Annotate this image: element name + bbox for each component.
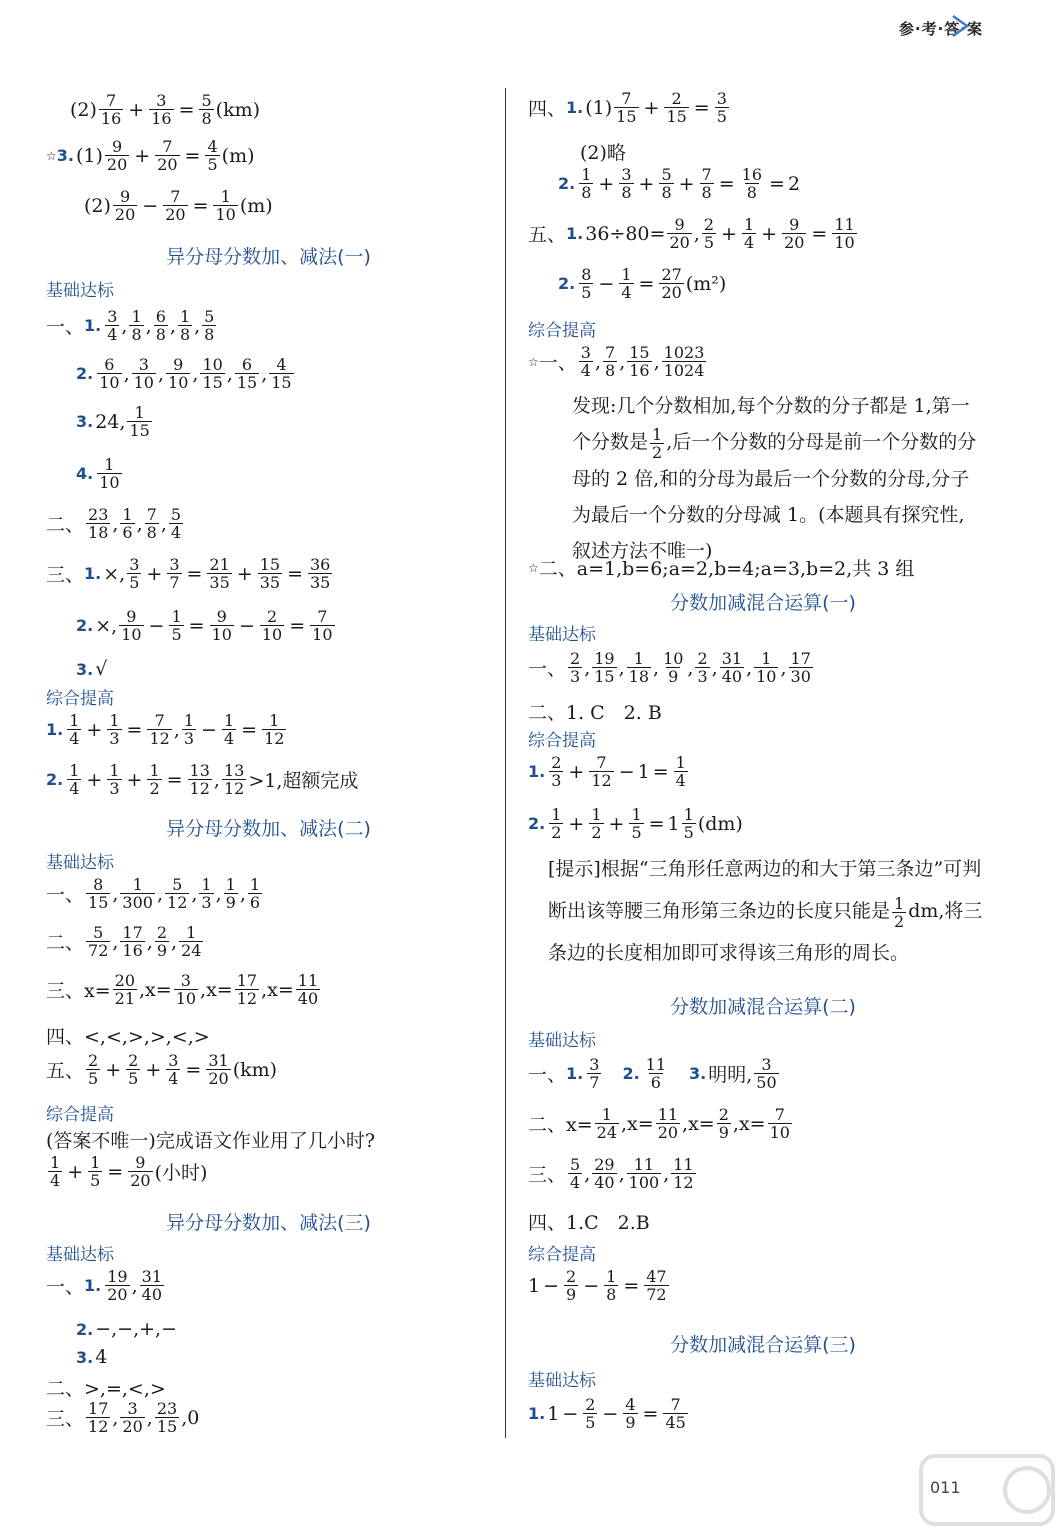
section-label: 基础达标 [46, 1245, 114, 1265]
watermark-logo-icon [917, 1450, 1057, 1530]
section-label: 综合提高 [46, 689, 114, 709]
answer-line: 五、 1. 36÷80= $\frac{9}{20}$ , $\frac{2}{5}$ + $\frac{1}{4}$ + $\frac{9}{20}$ = $\frac{11}{10}$ [528, 215, 855, 252]
answer-line: 2. $\frac{1}{4}$ + $\frac{1}{3}$ + $\frac{1}{2}$ = $\frac{13}{12}$ , $\frac{13}{12}$ >1,超额完成 [46, 761, 359, 798]
answer-line: (2) $\frac{7}{16}$ + $\frac{3}{16}$ = $\frac{5}{8}$ (km) [70, 91, 261, 128]
answer-line: 二、1. C 2. B [528, 702, 662, 724]
answer-line: (答案不唯一)完成语文作业用了几小时? [46, 1130, 376, 1152]
answer-text: dm,将三条边的长度相加即可求得该三角形的周长。 [548, 900, 983, 964]
answer-line: 二、>,=,<,> [46, 1378, 166, 1400]
answer-line: ☆ 二、a=1,b=6;a=2,b=4;a=3,b=2,共 3 组 [528, 554, 914, 581]
unit: (m²) [685, 272, 727, 295]
answer-line: 一、 1. $\frac{19}{20}$ , $\frac{31}{40}$ [46, 1267, 162, 1304]
answer-line: 2. ×, $\frac{9}{10}$ − $\frac{1}{5}$ = $\frac{9}{10}$ − $\frac{2}{10}$ = $\frac{7}{10}$ [76, 607, 333, 644]
answer-line: 五、 $\frac{2}{5}$ + $\frac{2}{5}$ + $\frac{3}{4}$ = $\frac{31}{20}$ (km) [46, 1051, 278, 1088]
section-label: 综合提高 [46, 1105, 114, 1125]
answer-line: ☆ 一、 $\frac{3}{4}$ , $\frac{7}{8}$ , $\frac{15}{16}$ , $\frac{1023}{1024}$ [528, 343, 705, 380]
answer-line: (2) $\frac{9}{20}$ − $\frac{7}{20}$ = $\frac{1}{10}$ (m) [84, 187, 273, 224]
answer-paragraph: [提示]根据“三角形任意两边的和大于第三条边”可判断出该等腰三角形第三条边的长度只能是 $\frac{1}{2}$ dm,将三条边的长度相加即可求得该三角形的周长。 [548, 858, 983, 964]
section-label: 综合提高 [528, 1245, 596, 1265]
answer-line: 二、 $\frac{5}{72}$ , $\frac{17}{16}$ , $\frac{2}{9}$ , $\frac{1}{24}$ [46, 923, 202, 960]
answer-line: 四、1.C 2.B [528, 1212, 650, 1234]
answer-text: [提示]根据“三角形任意两边的和大于第三条边”可判断出该等腰三角形第三条边的长度只能是 [548, 858, 982, 922]
answer-text: 24, [95, 410, 126, 433]
answer-text: >1,超额完成 [248, 770, 359, 792]
answer-line: 4. $\frac{1}{10}$ [76, 455, 120, 492]
section-title: 异分母分数加、减法(三) [166, 1212, 371, 1234]
answer-line: 2. $\frac{1}{8}$ + $\frac{3}{8}$ + $\frac{5}{8}$ + $\frac{7}{8}$ = $\frac{16}{8}$ = 2 [558, 165, 801, 202]
check-mark: √ [95, 658, 108, 680]
section-label: 基础达标 [46, 853, 114, 873]
answer-line: 一、 1. $\frac{3}{7}$ 2. $\frac{11}{6}$ 3. 明明, $\frac{3}{50}$ [528, 1055, 777, 1092]
column-divider [505, 88, 506, 1438]
answer-line: 三、 1. ×, $\frac{3}{5}$ + $\frac{3}{7}$ = $\frac{21}{35}$ + $\frac{15}{35}$ = $\frac{36}{35}$ [46, 555, 331, 592]
unit: (km) [232, 1058, 278, 1081]
section-label: 综合提高 [528, 731, 596, 751]
answer-line: (2)略 [580, 142, 626, 164]
answer-line: 2. $\frac{8}{5}$ − $\frac{1}{4}$ = $\frac{27}{20}$ (m²) [558, 265, 727, 302]
answer-line: 四、 1. (1) $\frac{7}{15}$ + $\frac{2}{15}$ = $\frac{3}{5}$ [528, 89, 727, 126]
unit: (小时) [154, 1162, 208, 1184]
answer-line: 三、 $\frac{17}{12}$ , $\frac{3}{20}$ , $\frac{23}{15}$ ,0 [46, 1399, 200, 1436]
answer-line: 2. $\frac{1}{2}$ + $\frac{1}{2}$ + $\frac{1}{5}$ = 1 $\frac{1}{5}$ (dm) [528, 805, 743, 842]
section-title: 异分母分数加、减法(一) [166, 246, 371, 268]
answer-line: 四、<,<,>,>,<,> [46, 1026, 210, 1048]
answer-line: 三、x= $\frac{20}{21}$ ,x= $\frac{3}{10}$ ,x= $\frac{17}{12}$ ,x= $\frac{11}{40}$ [46, 971, 319, 1008]
answer-line: 一、 $\frac{8}{15}$ , $\frac{1}{300}$ , $\frac{5}{12}$ , $\frac{1}{3}$ , $\frac{1}{9}$ , $\frac{1}{6}$ [46, 875, 261, 912]
answer-text: −,−,+,− [95, 1318, 178, 1340]
answer-line: 2. −,−,+,− [76, 1318, 178, 1340]
page-number: 011 [930, 1478, 961, 1497]
answer-line: 3. 4 [76, 1346, 108, 1368]
answer-paragraph: 发现:几个分数相加,每个分数的分子都是 1,第一个分数是 $\frac{1}{2}$ ,后一个分数的分母是前一个分数的分母的 2 倍,和的分母为最后一个分数的分母,分子为最后一个分数的分母减 1。(本题具有探究性,叙述方法不唯一) [572, 395, 977, 562]
answer-line: 1 − $\frac{2}{9}$ − $\frac{1}{8}$ = $\frac{47}{72}$ [528, 1267, 667, 1304]
unit: (dm) [697, 812, 743, 835]
answer-line: 1. 1 − $\frac{2}{5}$ − $\frac{4}{9}$ = $\frac{7}{45}$ [528, 1395, 686, 1432]
answer-line: 1. $\frac{2}{3}$ + $\frac{7}{12}$ − 1 = $\frac{1}{4}$ [528, 753, 686, 790]
answer-line: 2. $\frac{6}{10}$ , $\frac{3}{10}$ , $\frac{9}{10}$ , $\frac{10}{15}$ , $\frac{6}{15}$ , $\frac{4}{15}$ [76, 355, 292, 392]
answer-line: 一、 1. $\frac{3}{4}$ , $\frac{1}{8}$ , $\frac{6}{8}$ , $\frac{1}{8}$ , $\frac{5}{8}$ [46, 307, 215, 344]
answer-line: ☆ 3. (1) $\frac{9}{20}$ + $\frac{7}{20}$ = $\frac{4}{5}$ (m) [46, 137, 255, 174]
section-title: 分数加减混合运算(一) [670, 592, 856, 614]
section-label: 基础达标 [528, 625, 596, 645]
answer-line: 一、 $\frac{2}{3}$ , $\frac{19}{15}$ , $\frac{1}{18}$ , $\frac{10}{9}$ , $\frac{2}{3}$ , $\frac{31}{40}$ , $\frac{1}{10}$ , $\frac{17}{30}$ [528, 649, 811, 686]
section-label: 综合提高 [528, 321, 596, 341]
section-label: 基础达标 [528, 1371, 596, 1391]
section-label: 基础达标 [528, 1031, 596, 1051]
answer-line: 二、 $\frac{23}{18}$ , $\frac{1}{6}$ , $\frac{7}{8}$ , $\frac{5}{4}$ [46, 505, 182, 542]
answer-line: $\frac{1}{4}$ + $\frac{1}{5}$ = $\frac{9}{20}$ (小时) [50, 1153, 208, 1190]
answer-text: 发现:几个分数相加,每个分数的分子都是 1,第一个分数是 [572, 395, 970, 453]
answer-line: 3. 24, $\frac{1}{15}$ [76, 403, 150, 440]
section-label: 基础达标 [46, 281, 114, 301]
chevron-right-icon [949, 14, 971, 38]
section-title: 分数加减混合运算(二) [670, 996, 856, 1018]
answer-text: ,0 [181, 1406, 200, 1429]
answer-line: 二、x= $\frac{1}{24}$ ,x= $\frac{11}{20}$ ,x= $\frac{2}{9}$ ,x= $\frac{7}{10}$ [528, 1105, 790, 1142]
section-title: 异分母分数加、减法(二) [166, 818, 371, 840]
answer-line: 3. √ [76, 658, 108, 680]
answer-text: 二、a=1,b=6;a=2,b=4;a=3,b=2,共 3 组 [538, 558, 915, 580]
unit: (m) [221, 144, 255, 167]
header-label: 参·考·答·案 [898, 20, 983, 38]
answer-text: ,后一个分数的分母是前一个分数的分母的 2 倍,和的分母为最后一个分数的分母,分子为最后一个分数的分母减 1。(本题具有探究性,叙述方法不唯一) [572, 431, 977, 562]
answer-text: 明明, [708, 1064, 753, 1086]
unit: (km) [215, 98, 261, 121]
answer-text: 4 [95, 1346, 108, 1368]
answer-line: 三、 $\frac{5}{4}$ , $\frac{29}{40}$ , $\frac{11}{100}$ , $\frac{11}{12}$ [528, 1155, 694, 1192]
section-title: 分数加减混合运算(三) [670, 1334, 856, 1356]
answer-text: 36÷80= [585, 222, 666, 245]
unit: (m) [239, 194, 273, 217]
answer-line: 1. $\frac{1}{4}$ + $\frac{1}{3}$ = $\frac{7}{12}$ , $\frac{1}{3}$ − $\frac{1}{4}$ = $\frac{1}{12}$ [46, 711, 285, 748]
